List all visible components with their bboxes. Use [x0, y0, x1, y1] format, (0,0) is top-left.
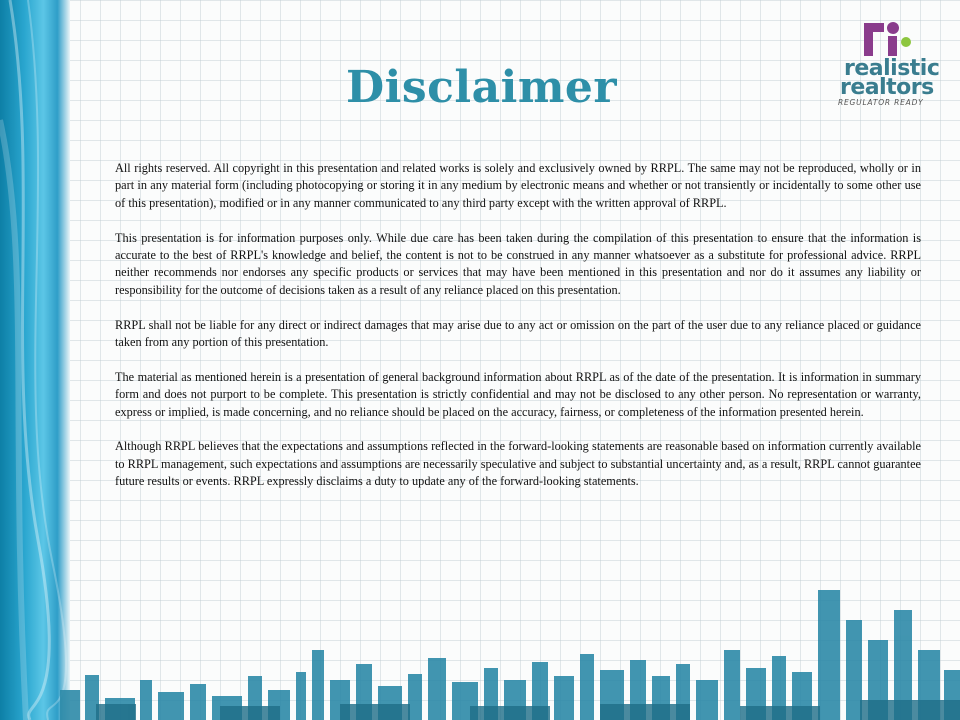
- page-title: Disclaimer: [346, 62, 618, 113]
- disclaimer-paragraph: This presentation is for information purposes only. While due care has been taken during the compilation of this presentation to ensure that the information is accurate to the best of RRPL's knowledge and belief, the content is not to be construed in any manner whatsoever as a substitute for professional advice. RRPL neither recommends nor endorses any specific products or services that may have been mentioned in this presentation and nor do it assumes any liability or responsibility for the outcome of decisions taken as a result of any reliance placed on this presentation.: [115, 230, 921, 297]
- logo-wordmark-line2: realtors: [840, 75, 934, 100]
- disclaimer-body: [115, 160, 921, 508]
- logo-tagline: REGULATOR READY: [838, 98, 924, 107]
- disclaimer-paragraph: The material as mentioned herein is a presentation of general background information about RRPL as of the date of the presentation. It is information in summary form and does not purport to be complete. This presentation is strictly confidential and may not be disclosed to any other person. No representation or warranty, express or implied, is made concerning, and no reliance should be placed on the accuracy, fairness, or completeness of the information presented herein.: [115, 369, 921, 419]
- brand-logo: [836, 20, 940, 110]
- disclaimer-paragraph: All rights reserved. All copyright in this presentation and related works is solely and exclusively owned by RRPL. The same may not be reproduced, wholly or in part in any material form (including photocopying or storing it in any medium by electronic means and whether or not transiently or incidentally to some other use of this presentation), modified or in any manner communicated to any third party except with the written approval of RRPL.: [115, 161, 921, 210]
- disclaimer-paragraph: Although RRPL believes that the expectations and assumptions reflected in the forward-looking statements are reasonable based on information currently available to RRPL management, such expectations and assumptions are necessarily speculative and subject to substantial uncertainty and, as a result, RRPL cannot guarantee future results or events. RRPL expressly disclaims a duty to update any of the forward-looking statements.: [115, 439, 921, 489]
- disclaimer-paragraph: RRPL shall not be liable for any direct or indirect damages that may arise due to any act or omission on the part of the user due to any reliance placed or guidance taken from any portion of this presentation.: [115, 317, 921, 350]
- city-skyline-decoration: [0, 580, 960, 720]
- logo-wordmark-line1: realistic: [844, 56, 940, 81]
- logo-mark-icon: [862, 20, 914, 58]
